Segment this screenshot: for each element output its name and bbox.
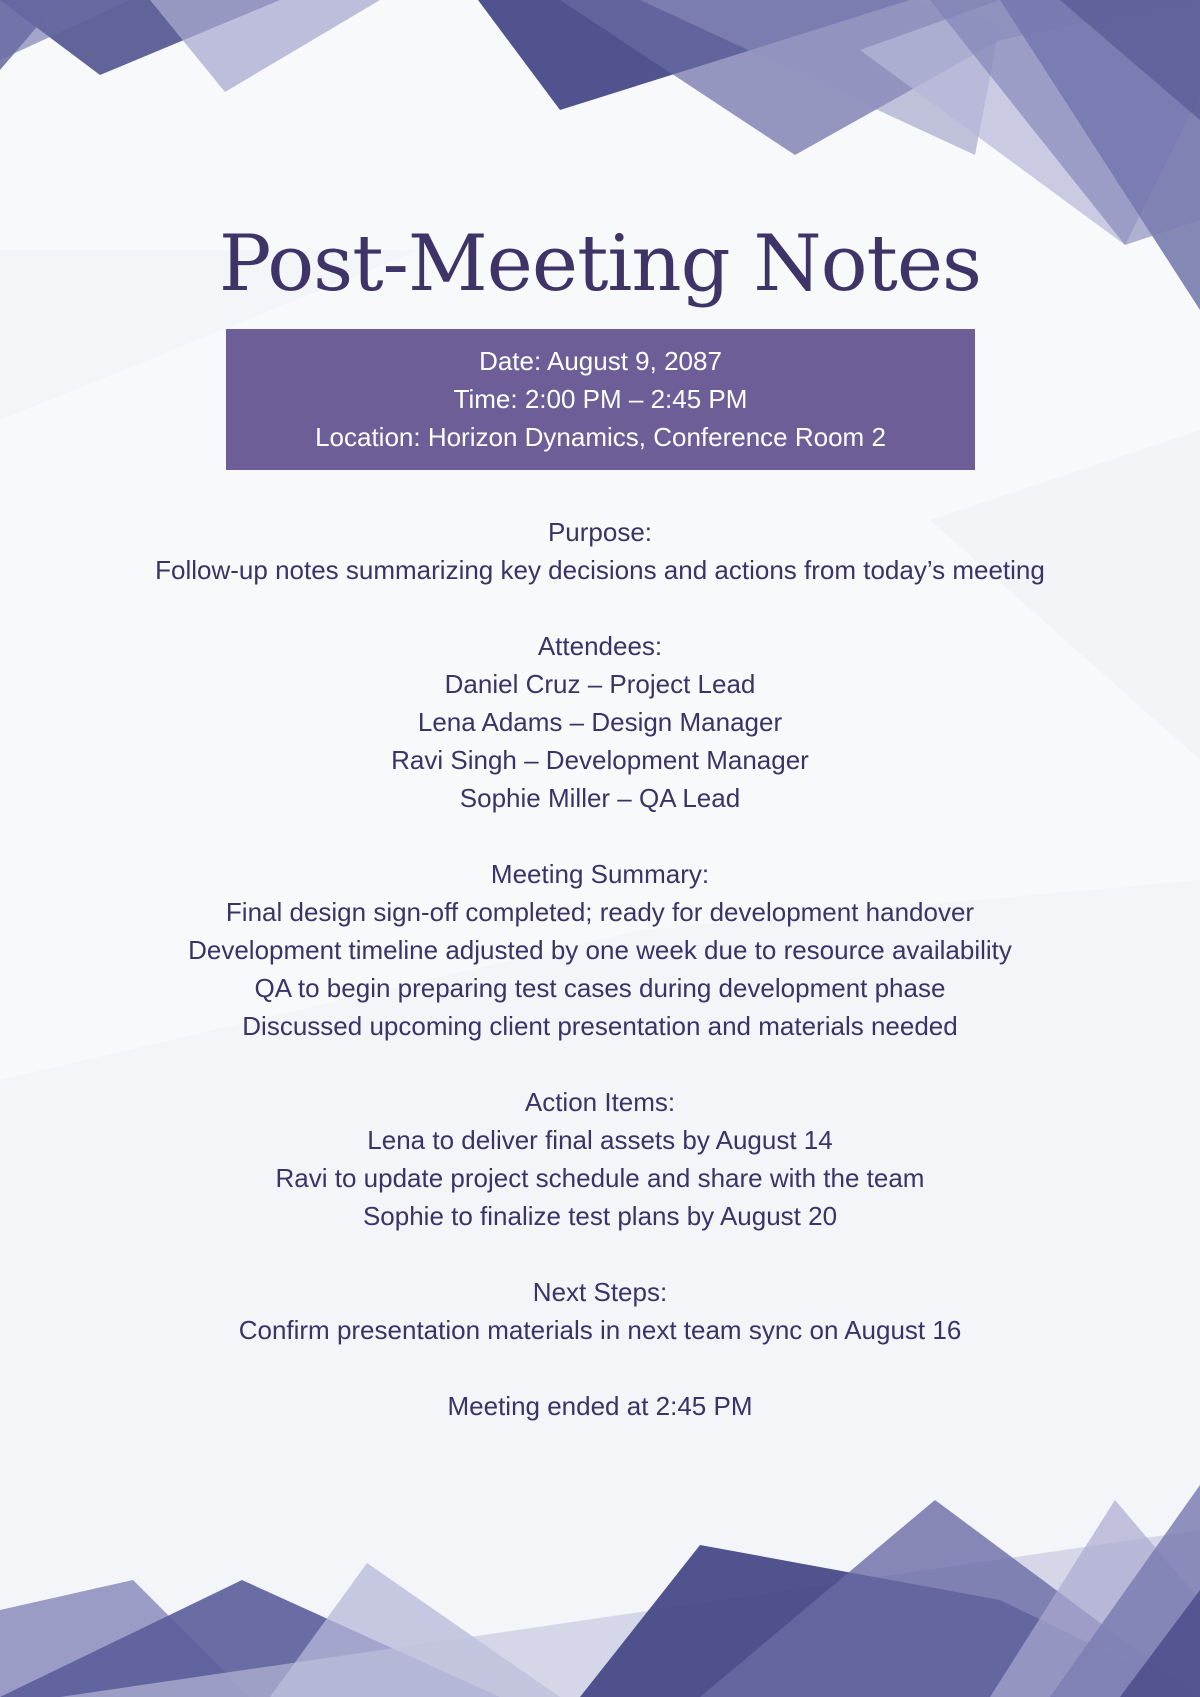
next-steps-heading: Next Steps: (532, 1277, 668, 1307)
summary-item: Final design sign-off completed; ready for development handover (225, 897, 975, 927)
action-item: Ravi to update project schedule and share with the team (275, 1163, 925, 1193)
attendee-item: Lena Adams – Design Manager (417, 707, 783, 737)
summary-item: QA to begin preparing test cases during development phase (254, 973, 946, 1003)
action-item: Sophie to finalize test plans by August 20 (362, 1201, 838, 1231)
attendee-item: Sophie Miller – QA Lead (459, 783, 741, 813)
action-item: Lena to deliver final assets by August 14 (367, 1125, 833, 1155)
summary-item: Development timeline adjusted by one week due to resource availability (188, 935, 1012, 965)
summary-item: Discussed upcoming client presentation and materials needed (242, 1011, 958, 1041)
attendee-item: Daniel Cruz – Project Lead (444, 669, 756, 699)
meeting-details-box (226, 329, 975, 470)
attendee-item: Ravi Singh – Development Manager (391, 745, 809, 775)
purpose-heading: Purpose: (547, 517, 653, 547)
notes-body (0, 513, 1200, 1425)
attendees-heading: Attendees: (537, 631, 663, 661)
meeting-location: Location: Horizon Dynamics, Conference Room 2 (315, 422, 886, 452)
next-steps-text: Confirm presentation materials in next team sync on August 16 (238, 1315, 962, 1345)
page-title: Post-Meeting Notes (218, 219, 982, 309)
meeting-date: Date: August 9, 2087 (479, 346, 722, 376)
closing-note: Meeting ended at 2:45 PM (447, 1391, 753, 1421)
action-items-heading: Action Items: (524, 1087, 676, 1117)
purpose-text: Follow-up notes summarizing key decisions and actions from today’s meeting (155, 555, 1045, 585)
summary-heading: Meeting Summary: (490, 859, 710, 889)
meeting-time: Time: 2:00 PM – 2:45 PM (453, 384, 748, 414)
